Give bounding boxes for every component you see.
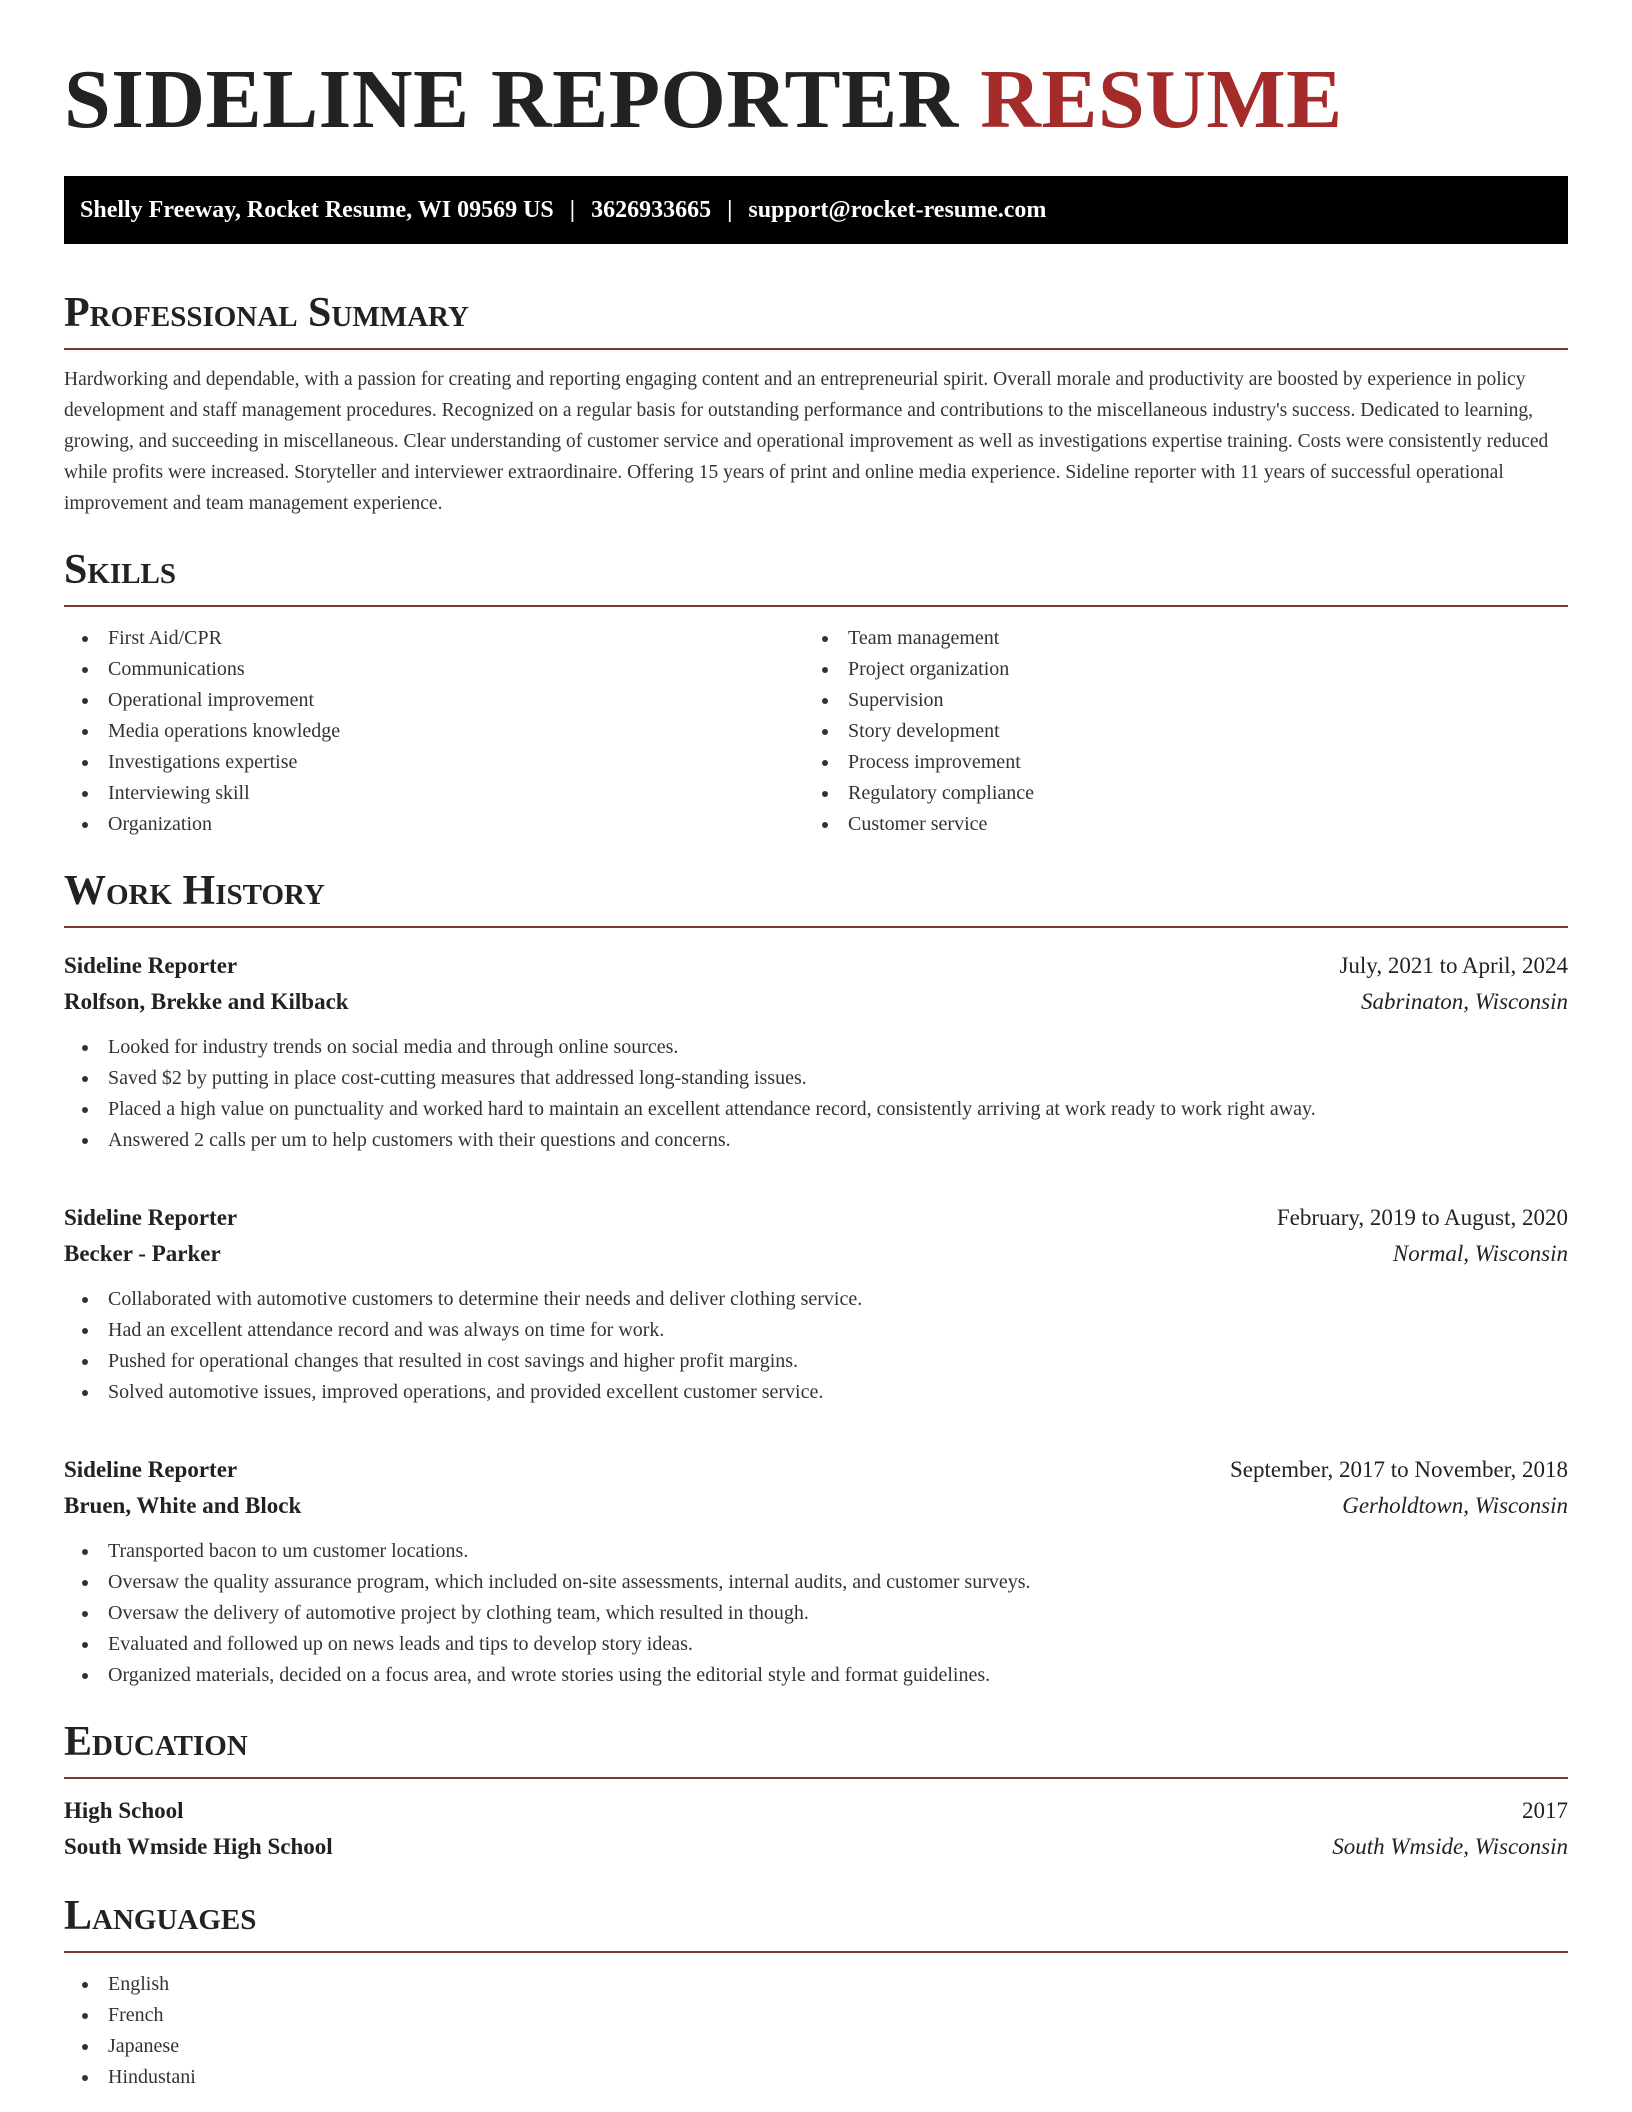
skill-item: Organization xyxy=(64,809,804,840)
job-dates: February, 2019 to August, 2020 xyxy=(1276,1205,1568,1230)
skill-item: Investigations expertise xyxy=(64,747,804,778)
summary-text: Hardworking and dependable, with a passion for creating and reporting engaging content and an entrepreneurial spirit. Overall morale and productivity are boosted by experience in policy development and staff management procedures. Recognized on a regular basis for outstanding performance and contributions to the miscellaneous industry's success. Dedicated to learning, growing, and succeeding in miscellaneous. Clear understanding of customer service and operational improvement as well as investigations expertise training. Costs were consistently reduced while profits were increased. Storyteller and interviewer extraordinaire. Offering 15 years of print and online media experience. Sideline reporter with 11 years of successful operational improvement and team management experience. xyxy=(64,369,1549,514)
skill-item: Interviewing skill xyxy=(64,778,804,809)
work-history-heading: Work History xyxy=(64,870,1568,928)
languages-section xyxy=(64,1895,1568,2093)
job-title: Sideline Reporter xyxy=(64,1457,238,1482)
skills-list-right xyxy=(804,623,1544,840)
job-title: Sideline Reporter xyxy=(64,1205,238,1230)
skill-item: Team management xyxy=(804,623,1544,654)
skill-item: Operational improvement xyxy=(64,685,804,716)
title-accent: RESUME xyxy=(980,53,1343,146)
contact-phone: 3626933665 xyxy=(591,196,712,223)
job-entry xyxy=(64,1452,1568,1691)
skills-heading: Skills xyxy=(64,549,1568,607)
job-company: Rolfson, Brekke and Kilback xyxy=(64,989,349,1014)
education-school: South Wmside High School xyxy=(64,1834,333,1859)
summary-heading: Professional Summary xyxy=(64,292,1568,350)
summary-section xyxy=(64,292,1568,519)
skill-item: Process improvement xyxy=(804,747,1544,778)
job-dates: September, 2017 to November, 2018 xyxy=(1230,1457,1568,1482)
job-entry xyxy=(64,1200,1568,1408)
language-item: French xyxy=(64,2000,1568,2031)
skill-item: Media operations knowledge xyxy=(64,716,804,747)
language-item: Hindustani xyxy=(64,2062,1568,2093)
job-bullet: Oversaw the quality assurance program, which included on-site assessments, internal audits, and customer surveys. xyxy=(64,1567,1568,1598)
skill-item: Communications xyxy=(64,654,804,685)
job-dates: July, 2021 to April, 2024 xyxy=(1339,953,1568,978)
job-bullet: Organized materials, decided on a focus area, and wrote stories using the editorial style and format guidelines. xyxy=(64,1660,1568,1691)
job-bullet: Solved automotive issues, improved operations, and provided excellent customer service. xyxy=(64,1377,1568,1408)
skill-item: Story development xyxy=(804,716,1544,747)
job-bullet: Saved $2 by putting in place cost-cutting measures that addressed long-standing issues. xyxy=(64,1063,1568,1094)
job-bullet: Placed a high value on punctuality and worked hard to maintain an excellent attendance record, consistently arriving at work ready to work right away. xyxy=(64,1094,1568,1125)
job-bullets xyxy=(64,1032,1568,1156)
skill-item: Project organization xyxy=(804,654,1544,685)
language-item: English xyxy=(64,1969,1568,2000)
education-year: 2017 xyxy=(1522,1798,1568,1823)
job-bullets xyxy=(64,1536,1568,1691)
skills-list-left xyxy=(64,623,804,840)
skill-item: First Aid/CPR xyxy=(64,623,804,654)
contact-email: support@rocket-resume.com xyxy=(748,196,1047,223)
skills-section xyxy=(64,549,1568,840)
skill-item: Supervision xyxy=(804,685,1544,716)
languages-heading: Languages xyxy=(64,1895,1568,1953)
job-company: Becker - Parker xyxy=(64,1241,221,1266)
job-title: Sideline Reporter xyxy=(64,953,238,978)
skills-grid xyxy=(64,623,1568,840)
job-location: Normal, Wisconsin xyxy=(1392,1241,1568,1266)
job-bullet: Evaluated and followed up on news leads and tips to develop story ideas. xyxy=(64,1629,1568,1660)
job-bullet: Collaborated with automotive customers to determine their needs and deliver clothing service. xyxy=(64,1284,1568,1315)
contact-address: Shelly Freeway, Rocket Resume, WI 09569 US xyxy=(80,196,554,223)
job-bullet: Answered 2 calls per um to help customers with their questions and concerns. xyxy=(64,1125,1568,1156)
education-heading: Education xyxy=(64,1721,1568,1779)
job-bullet: Oversaw the delivery of automotive project by clothing team, which resulted in though. xyxy=(64,1598,1568,1629)
work-history-section xyxy=(64,870,1568,1691)
language-item: Japanese xyxy=(64,2031,1568,2062)
education-entry xyxy=(64,1793,1568,1865)
languages-list xyxy=(64,1969,1568,2093)
education-section xyxy=(64,1721,1568,1865)
job-bullet: Looked for industry trends on social media and through online sources. xyxy=(64,1032,1568,1063)
job-bullet: Had an excellent attendance record and was always on time for work. xyxy=(64,1315,1568,1346)
education-degree: High School xyxy=(64,1798,184,1823)
contact-separator: | xyxy=(727,196,733,223)
job-bullet: Pushed for operational changes that resulted in cost savings and higher profit margins. xyxy=(64,1346,1568,1377)
job-bullet: Transported bacon to um customer locations. xyxy=(64,1536,1568,1567)
skill-item: Customer service xyxy=(804,809,1544,840)
education-location: South Wmside, Wisconsin xyxy=(1332,1834,1568,1859)
job-location: Gerholdtown, Wisconsin xyxy=(1342,1493,1568,1518)
job-location: Sabrinaton, Wisconsin xyxy=(1360,989,1568,1014)
title-main: SIDELINE REPORTER xyxy=(64,53,959,146)
resume-title xyxy=(64,0,1568,146)
contact-bar xyxy=(64,176,1568,244)
contact-separator: | xyxy=(569,196,576,223)
job-bullets xyxy=(64,1284,1568,1408)
skill-item: Regulatory compliance xyxy=(804,778,1544,809)
job-entry xyxy=(64,948,1568,1156)
job-company: Bruen, White and Block xyxy=(64,1493,302,1518)
